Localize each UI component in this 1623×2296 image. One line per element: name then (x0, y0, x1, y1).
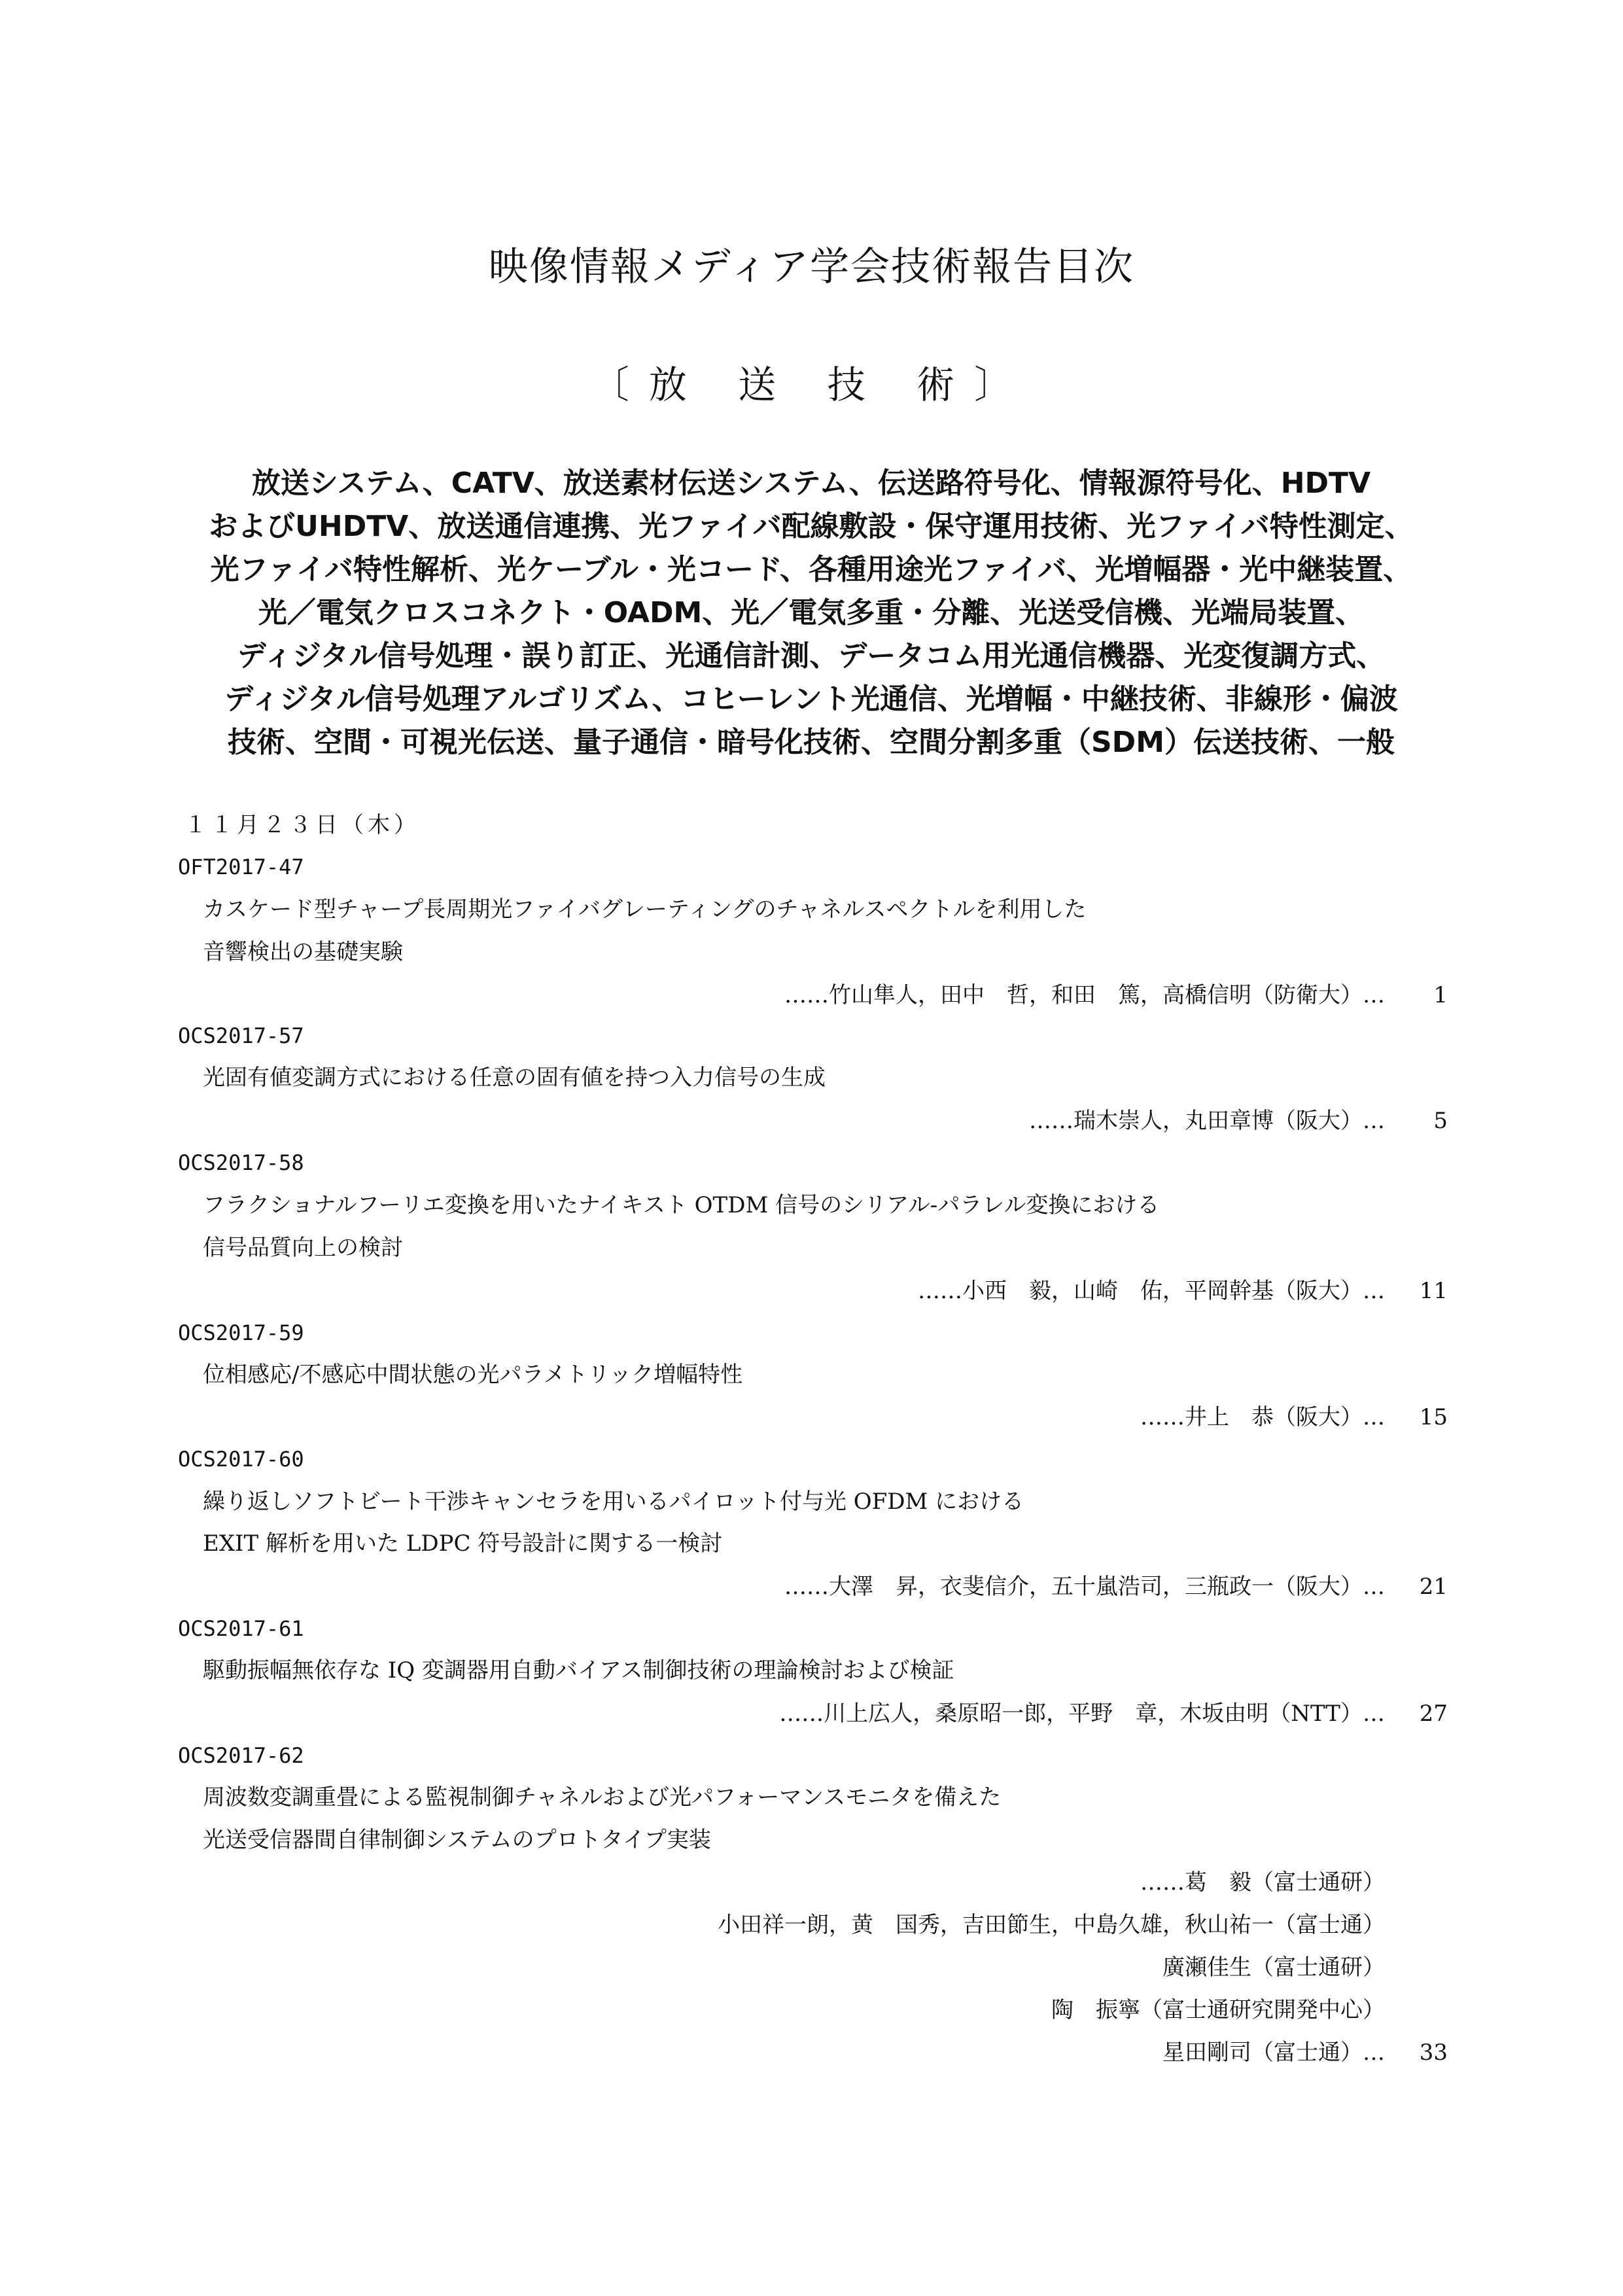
topic-line: 技術、空間・可視光伝送、量子通信・暗号化技術、空間分割多重（SDM）伝送技術、一般 (228, 726, 1395, 759)
entry-authors: 陶 振寧（富士通研究開発中心） (1051, 1997, 1385, 2023)
entry-title: 繰り返しソフトビート干渉キャンセラを用いるパイロット付与光 OFDM における (203, 1489, 1024, 1515)
entry-code: OCS2017-61 (178, 1616, 304, 1641)
entry-code: OCS2017-58 (178, 1150, 304, 1175)
topics-list (92, 462, 1531, 764)
page-title: 映像情報メディア学会技術報告目次 (488, 244, 1135, 290)
topic-line: 光／電気クロスコネクト・OADM、光／電気多重・分離、光送受信機、光端局装置、 (258, 596, 1365, 629)
entry-page: 21 (1419, 1574, 1448, 1600)
entry-title: 光送受信器間自律制御システムのプロトタイプ実装 (203, 1827, 711, 1853)
entry-authors: ……小西 毅，山崎 佑，平岡幹基（阪大）… (918, 1278, 1385, 1304)
entry-title: カスケード型チャープ長周期光ファイバグレーティングのチャネルスペクトルを利用した (203, 896, 1087, 923)
entry-title: EXIT 解析を用いた LDPC 符号設計に関する一検討 (203, 1530, 723, 1557)
entry-authors: ……竹山隼人，田中 哲，和田 篤，高橋信明（防衛大）… (784, 982, 1385, 1008)
entry-title: 駆動振幅無依存な IQ 変調器用自動バイアス制御技術の理論検討および検証 (203, 1657, 954, 1684)
entry-authors: 星田剛司（富士通）… (1162, 2040, 1385, 2066)
entry-title: 音響検出の基礎実験 (203, 939, 403, 965)
topic-line: 光ファイバ特性解析、光ケーブル・光コード、各種用途光ファイバ、光増幅器・光中継装置、 (210, 553, 1412, 586)
entry-authors: 廣瀬佳生（富士通研） (1162, 1954, 1385, 1981)
topic-line: およびUHDTV、放送通信連携、光ファイバ配線敷設・保守運用技術、光ファイバ特性測定、 (209, 510, 1414, 543)
entry-authors: ……川上広人，桑原昭一郎，平野 章，木坂由明（NTT）… (779, 1701, 1385, 1727)
entry-page: 1 (1433, 982, 1448, 1008)
entry-title: フラクショナルフーリエ変換を用いたナイキスト OTDM 信号のシリアル-パラレル変換における (203, 1192, 1160, 1218)
topic-line: 放送システム、CATV、放送素材伝送システム、伝送路符号化、情報源符号化、HDTV (251, 467, 1371, 500)
entry-page: 5 (1433, 1108, 1448, 1134)
entry-authors: ……井上 恭（阪大）… (1140, 1404, 1385, 1430)
entry-title: 位相感応/不感応中間状態の光パラメトリック増幅特性 (203, 1362, 743, 1388)
entry-title: 信号品質向上の検討 (203, 1235, 403, 1261)
entry-page: 33 (1419, 2040, 1448, 2066)
topic-line: ディジタル信号処理・誤り訂正、光通信計測、データコム用光通信機器、光変復調方式、 (237, 639, 1386, 673)
session-date: １１月２３日（木） (184, 812, 420, 838)
entry-title: 光固有値変調方式における任意の固有値を持つ入力信号の生成 (203, 1065, 826, 1091)
entry-authors: ……瑞木崇人，丸田章博（阪大）… (1029, 1108, 1385, 1134)
topic-line: ディジタル信号処理アルゴリズム、コヒーレント光通信、光増幅・中継技術、非線形・偏波 (224, 682, 1398, 716)
entry-authors: 小田祥一朗，黄 国秀，吉田節生，中島久雄，秋山祐一（富士通） (718, 1912, 1385, 1938)
entry-page: 27 (1419, 1701, 1448, 1727)
entry-authors: ……葛 毅（富士通研） (1140, 1869, 1385, 1896)
entry-code: OCS2017-60 (178, 1447, 304, 1472)
entry-code: OCS2017-57 (178, 1023, 304, 1048)
entry-code: OFT2017-47 (178, 855, 304, 879)
section-heading: 〔放 送 技 術〕 (591, 362, 1032, 407)
entry-code: OCS2017-59 (178, 1320, 304, 1345)
entry-authors: ……大澤 昇，衣斐信介，五十嵐浩司，三瓶政一（阪大）… (784, 1574, 1385, 1600)
entry-title: 周波数変調重畳による監視制御チャネルおよび光パフォーマンスモニタを備えた (203, 1784, 1002, 1810)
entry-page: 11 (1419, 1278, 1448, 1304)
entry-code: OCS2017-62 (178, 1743, 304, 1768)
entry-page: 15 (1419, 1404, 1448, 1430)
